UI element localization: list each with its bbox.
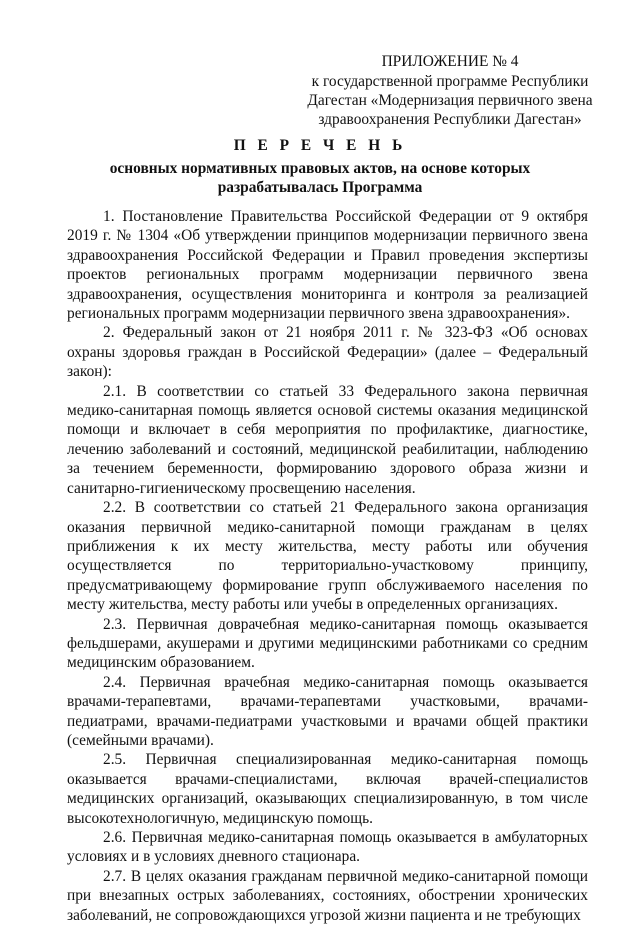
- paragraph-2-6: 2.6. Первичная медико-санитарная помощь оказывается в амбулаторных условиях и в условиях дневного стационара.: [67, 829, 588, 866]
- paragraph-2-5: 2.5. Первичная специализированная медико-санитарная помощь оказывается врачами-специалистами, включая врачей-специалистов медицинских организаций, оказывающих специализированную, в том числе высокотехнологичную, медицинскую помощь.: [67, 751, 588, 827]
- paragraph-2-4: 2.4. Первичная врачебная медико-санитарная помощь оказывается врачами-терапевтами, врачами-терапевтами участковыми, врачами-педиатрами, врачами-педиатрами участковыми и врачами общей практики (семейными врачами).: [67, 673, 588, 749]
- document-body: [67, 207, 588, 925]
- appendix-line-2: Дагестан «Модернизация первичного звена: [307, 92, 593, 109]
- paragraph-2-3: 2.3. Первичная доврачебная медико-санитарная помощь оказывается фельдшерами, акушерами и другими медицинскими работниками со средним медицинским образованием.: [67, 615, 588, 672]
- paragraph-2: 2. Федеральный закон от 21 ноября 2011 г. № 323-ФЗ «Об основах охраны здоровья граждан в Российской Федерации» (далее – Федеральный закон):: [67, 324, 588, 381]
- document-heading: [80, 136, 560, 197]
- paragraph-2-2: 2.2. В соответствии со статьей 21 Федерального закона организация оказания первичной медико-санитарной помощи гражданам в целях приближения к их месту жительства, месту работы или обучения осуществляется по территориально-участковому принципу, предусматривающему формирование групп обслуживаемого населения по месту жительства, месту работы или учебы в определенных организациях.: [67, 499, 588, 614]
- appendix-line-1: к государственной программе Республики: [311, 73, 589, 90]
- paragraph-1: 1. Постановление Правительства Российской Федерации от 9 октября 2019 г. № 1304 «Об утверждении принципов модернизации первичного звена здравоохранения Российской Федерации и Правил проведения экспертизы проектов региональных программ модернизации первичного звена здравоохранения, осуществления мониторинга и контроля за реализацией региональных программ модернизации первичного звена здравоохранения».: [67, 208, 588, 323]
- paragraph-2-1: 2.1. В соответствии со статьей 33 Федерального закона первичная медико-санитарная помощь является основой системы оказания медицинской помощи и включает в себя мероприятия по профилактике, диагностике, лечению заболеваний и состояний, медицинской реабилитации, наблюдению за течением беременности, формированию здорового образа жизни и санитарно-гигиеническому просвещению населения.: [67, 382, 588, 497]
- paragraph-2-7: 2.7. В целях оказания гражданам первичной медико-санитарной помощи при внезапных острых заболеваниях, состояниях, обострении хронических заболеваний, не сопровождающихся угрозой жизни пациента и не требующих: [67, 867, 588, 924]
- appendix-header: [300, 52, 600, 129]
- heading-title: П Е Р Е Ч Е Н Ь: [233, 137, 407, 154]
- heading-line-2: разрабатывалась Программа: [217, 179, 423, 196]
- heading-line-1: основных нормативных правовых актов, на основе которых: [109, 160, 531, 177]
- appendix-title: ПРИЛОЖЕНИЕ № 4: [381, 53, 519, 70]
- appendix-line-3: здравоохранения Республики Дагестан»: [318, 111, 582, 128]
